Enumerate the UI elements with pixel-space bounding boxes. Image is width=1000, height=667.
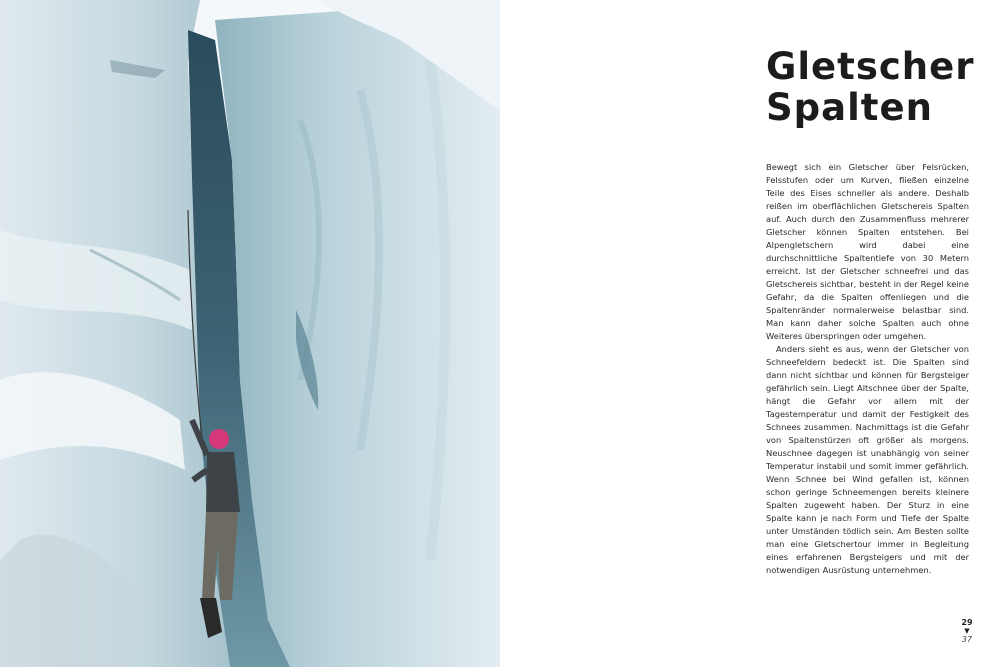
triangle-down-icon: ▼ [964, 627, 970, 635]
climber-pants [202, 512, 238, 600]
total-pages: 37 [961, 635, 973, 644]
title-line-2: Spalten [766, 86, 933, 129]
current-page-number: 29 [961, 618, 973, 627]
text-page [500, 0, 1000, 667]
paragraph-2: Anders sieht es aus, wenn der Gletscher von Schneefeldern bedeckt ist. Die Spalten sind dann nicht sichtbar und können für Bergsteiger gefährlich sein. Liegt Altschnee über der Spalte, hängt die Gefahr vor allem mit der Tagestemperatur und damit der Festigkeit des Schnees zusammen. Nachmittags ist die Gefahr von Spaltenstürzen oft größer als morgens. Neuschnee dagegen ist unabhängig von seiner Temperatur instabil und somit immer gefährlich. Wenn Schnee bei Wind gefallen ist, können schon geringe Schneemengen bereits kleinere Spalten zugeweht haben. Der Sturz in eine Spalte kann je nach Form und Tiefe der Spalte unter Umständen tödlich sein. Am Besten sollte man eine Gletschertour immer in Begleitung eines erfahrenen Bergsteigers und mit der notwendigen Ausrüstung unternehmen. [766, 344, 969, 575]
climber-helmet [209, 429, 229, 449]
paragraph-1: Bewegt sich ein Gletscher über Felsrücken, Felsstufen oder um Kurven, fließen einzelne Teile des Eises schneller als andere. Deshalb reißen im oberflächlichen Gletschereis Spalten auf. Auch durch den Zusammenfluss mehrerer Gletscher können Spalten entstehen. Bei Alpengletschern wird dabei eine durchschnittliche Spaltentiefe von 30 Metern erreicht. Ist der Gletscher schneefrei und das Gletschereis sichtbar, besteht in der Regel keine Gefahr, da die Spalten offenliegen und die Spaltenränder normalerweise belastbar sind. Man kann daher solche Spalten auch ohne Weiteres überspringen oder umgehen. [766, 162, 969, 341]
page-number [952, 618, 982, 644]
article-title [766, 46, 986, 128]
title-line-1: Gletscher [766, 45, 975, 88]
article-body [766, 161, 969, 577]
climber-jacket [206, 452, 240, 512]
